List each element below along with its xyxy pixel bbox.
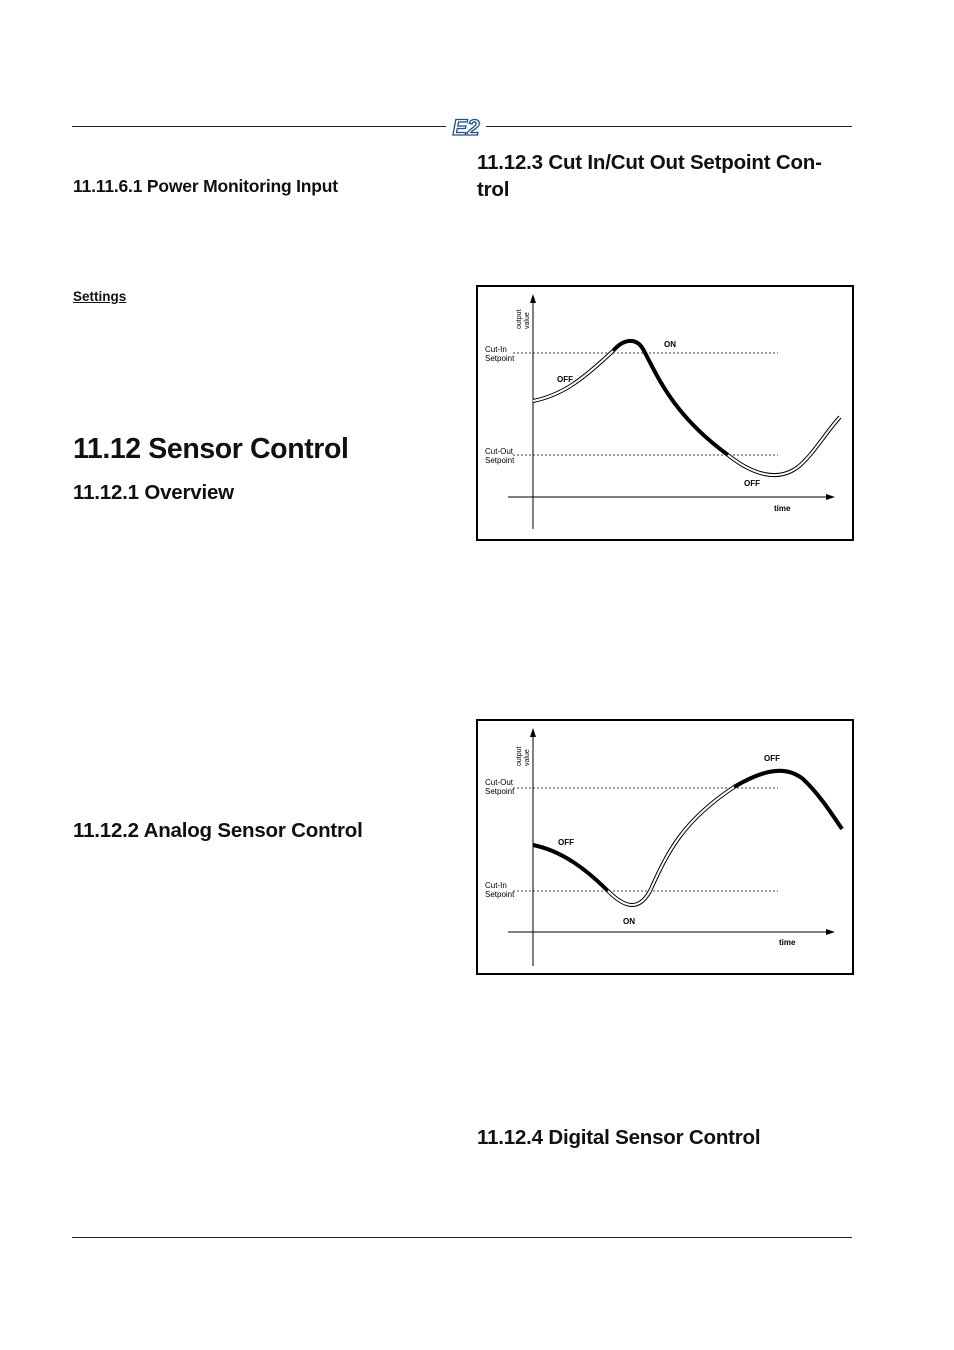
state-label-off-2: OFF [764,754,780,763]
cut-in-setpoint-label-1: Cut-In [485,881,507,890]
cut-out-setpoint-label-1: Cut-Out [485,447,514,456]
overview-heading: 11.12.1 Overview [73,481,234,504]
heading-line-1: 11.12.3 Cut In/Cut Out Setpoint Con- [477,151,822,174]
cut-in-setpoint-label-2: Setpoint [485,890,515,899]
state-label-on: ON [623,917,635,926]
x-axis-arrow-icon [826,929,835,935]
heading-line-2: trol [477,178,510,201]
state-label-on: ON [664,340,676,349]
y-axis-label-line2: value [524,312,531,329]
cut-in-cut-out-heading [477,149,822,203]
cut-out-setpoint-label-2: Setpoint [485,456,515,465]
curve-off-segment-2 [734,771,842,829]
cut-in-cut-out-figure [476,285,854,541]
y-axis-label-line1: output [516,746,523,766]
x-axis-label: time [774,504,791,513]
y-axis-label-line2: value [524,749,531,766]
y-axis-arrow-icon [530,294,536,303]
settings-label: Settings [73,289,127,304]
svg-text:E2: E2 [452,115,480,140]
curve-off-segment-fill [533,351,613,401]
y-axis-label-line1: output [516,309,523,329]
e2-logo [446,115,486,141]
state-label-off-1: OFF [557,375,573,384]
y-axis-arrow-icon [530,728,536,737]
analog-sensor-heading: 11.12.2 Analog Sensor Control [73,819,363,842]
x-axis-arrow-icon [826,494,835,500]
curve-on-segment [613,341,728,455]
curve-off-segment-outline [533,351,613,401]
digital-sensor-heading: 11.12.4 Digital Sensor Control [477,1126,761,1149]
x-axis-label: time [779,938,796,947]
cut-out-setpoint-label-2: Setpoint [485,787,515,796]
section-heading-sensor-control: 11.12 Sensor Control [73,433,349,465]
curve-off-segment-2-fill [728,417,840,475]
cut-in-setpoint-label-2: Setpoint [485,354,515,363]
footer-rule [72,1237,852,1238]
cut-out-cut-in-figure [476,719,854,975]
state-label-off-2: OFF [744,479,760,488]
cut-out-setpoint-label-1: Cut-Out [485,778,514,787]
power-monitoring-heading: 11.11.6.1 Power Monitoring Input [73,176,338,196]
curve-off-segment [533,845,608,891]
state-label-off-1: OFF [558,838,574,847]
cut-in-setpoint-label-1: Cut-In [485,345,507,354]
curve-on-segment-outline [608,787,734,905]
